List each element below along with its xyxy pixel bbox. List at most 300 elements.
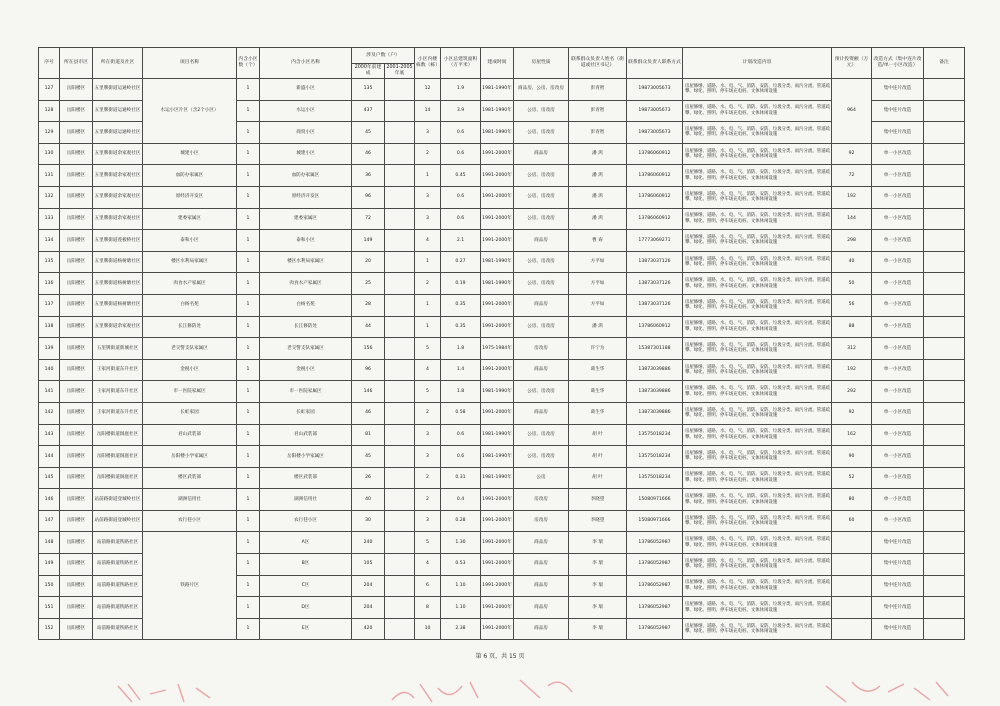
cell-contact: 葛生华 (569, 381, 627, 403)
table-row (39, 165, 965, 187)
cell-note (924, 510, 965, 532)
cell-project: 农行巷小区 (143, 510, 237, 532)
cell-city: 岳阳楼区 (60, 273, 93, 295)
cell-buildings: 6 (415, 575, 441, 597)
cell-street: 站前路街道铁路社区 (93, 554, 143, 576)
cell-households-2000: 146 (352, 381, 385, 403)
cell-count: 1 (237, 100, 260, 122)
cell-year: 1991-2000年 (481, 510, 514, 532)
cell-phone: 13786060912 (627, 165, 683, 187)
cell-buildings: 2 (415, 143, 441, 165)
cell-city: 岳阳楼区 (60, 446, 93, 468)
cell-households-2000: 149 (352, 230, 385, 252)
cell-nature: 公房、房改房 (514, 251, 569, 273)
cell-nature: 商品房 (514, 597, 569, 619)
cell-plan: 房屋修缮、道路、水、电、气、消防、安防、垃圾分类、雨污分流、管道疏攀、绿化、照明、停车场充电桩、文体休闲设施 (683, 251, 832, 273)
cell-year: 1991-2000年 (481, 165, 514, 187)
cell-phone: 13786060912 (627, 208, 683, 230)
header-year: 建成时间 (481, 48, 514, 79)
cell-city: 岳阳楼区 (60, 575, 93, 597)
cell-buildings: 3 (415, 424, 441, 446)
cell-households-2000: 156 (352, 338, 385, 360)
cell-mode: 集中连片改造 (872, 122, 924, 144)
cell-phone: 17773069271 (627, 230, 683, 252)
cell-nature: 公房、房改房 (514, 316, 569, 338)
cell-contact: 曹 孬 (569, 230, 627, 252)
cell-count: 1 (237, 143, 260, 165)
cell-year: 1991-2000年 (481, 618, 514, 640)
cell-community: 长江修防处 (260, 316, 352, 338)
table-row (39, 186, 965, 208)
cell-project: 君山武装部 (143, 424, 237, 446)
cell-households-2000: 45 (352, 122, 385, 144)
cell-mode: 集中连片改造 (872, 554, 924, 576)
cell-households-2001 (385, 230, 415, 252)
cell-mode: 集中连片改造 (872, 79, 924, 101)
cell-households-2001 (385, 532, 415, 554)
cell-phone: 13873039886 (627, 381, 683, 403)
cell-households-2001 (385, 79, 415, 101)
cell-households-2000: 96 (352, 359, 385, 381)
header-contact: 联系群众负责人姓名（街道或社区书记） (569, 48, 627, 79)
cell-mode: 单一小区改造 (872, 316, 924, 338)
cell-community: 白杨名苑 (260, 294, 352, 316)
cell-households-2001 (385, 359, 415, 381)
cell-note (924, 359, 965, 381)
cell-phone: 15080971666 (627, 489, 683, 511)
cell-community: C区 (260, 575, 352, 597)
cell-count: 1 (237, 208, 260, 230)
cell-buildings: 10 (415, 618, 441, 640)
table-row (39, 532, 965, 554)
cell-plan: 房屋修缮、道路、水、电、气、消防、安防、垃圾分类、雨污分流、管道疏攀、绿化、照明、停车场充电桩、文体休闲设施 (683, 402, 832, 424)
cell-nature: 商品房 (514, 575, 569, 597)
cell-year: 1991-2000年 (481, 316, 514, 338)
cell-phone: 15080971666 (627, 510, 683, 532)
cell-invest: 298 (832, 230, 872, 252)
cell-project: 血防办家属区 (143, 165, 237, 187)
cell-mode: 集中连片改造 (872, 597, 924, 619)
cell-households-2001 (385, 186, 415, 208)
cell-households-2001 (385, 294, 415, 316)
cell-households-2000: 81 (352, 424, 385, 446)
cell-area: 0.6 (441, 122, 481, 144)
cell-contact: 方平如 (569, 273, 627, 295)
cell-plan: 房屋修缮、道路、水、电、气、消防、安防、垃圾分类、雨污分流、管道疏攀、绿化、照明、停车场充电桩、文体休闲设施 (683, 122, 832, 144)
cell-phone: 13786060912 (627, 316, 683, 338)
cell-city: 岳阳楼区 (60, 208, 93, 230)
cell-plan: 房屋修缮、道路、水、电、气、消防、安防、垃圾分类、雨污分流、管道疏攀、绿化、照明、停车场充电桩、文体休闲设施 (683, 467, 832, 489)
cell-phone: 13786060912 (627, 186, 683, 208)
cell-project: 老交警支队家属区 (143, 338, 237, 360)
cell-households-2000: 135 (352, 79, 385, 101)
cell-community: E区 (260, 618, 352, 640)
cell-households-2000: 72 (352, 208, 385, 230)
cell-nature: 公房、房改房 (514, 424, 569, 446)
table-row (39, 446, 965, 468)
cell-year: 1991-2000年 (481, 575, 514, 597)
cell-households-2001 (385, 618, 415, 640)
cell-street: 五里牌街道余家观社区 (93, 165, 143, 187)
cell-phone: 13786052987 (627, 575, 683, 597)
header-mode: 改造方式（集中连片改造/单一小区改造） (872, 48, 924, 79)
cell-area: 1.9 (441, 79, 481, 101)
cell-nature: 房改房 (514, 510, 569, 532)
cell-phone: 13873039886 (627, 402, 683, 424)
table-row (39, 402, 965, 424)
cell-plan: 房屋修缮、道路、水、电、气、消防、安防、垃圾分类、雨污分流、管道疏攀、绿化、照明、停车场充电桩、文体休闲设施 (683, 316, 832, 338)
cell-year: 1991-2000年 (481, 186, 514, 208)
cell-buildings: 12 (415, 79, 441, 101)
cell-seq: 147 (39, 510, 60, 532)
cell-community: 楼区水利局家属区 (260, 251, 352, 273)
cell-phone: 13786052987 (627, 554, 683, 576)
cell-contact: 彭青智 (569, 100, 627, 122)
cell-invest (832, 554, 872, 576)
cell-seq: 142 (39, 402, 60, 424)
header-community: 内含小区名称 (260, 48, 352, 79)
renovation-table (38, 47, 965, 640)
cell-seq: 141 (39, 381, 60, 403)
cell-area: 2.1 (441, 230, 481, 252)
cell-invest (832, 532, 872, 554)
cell-city: 岳阳楼区 (60, 618, 93, 640)
cell-households-2000: 25 (352, 273, 385, 295)
cell-community: 城建小区 (260, 143, 352, 165)
cell-buildings: 2 (415, 402, 441, 424)
cell-invest: 92 (832, 402, 872, 424)
cell-area: 1.10 (441, 597, 481, 619)
cell-area: 1.30 (441, 532, 481, 554)
cell-buildings: 4 (415, 554, 441, 576)
cell-count: 1 (237, 554, 260, 576)
cell-community: 老交警支队家属区 (260, 338, 352, 360)
cell-count: 1 (237, 294, 260, 316)
cell-invest (832, 618, 872, 640)
cell-nature: 公房、房改房 (514, 100, 569, 122)
cell-area: 0.6 (441, 424, 481, 446)
cell-area: 1.8 (441, 338, 481, 360)
cell-mode: 单一小区改造 (872, 446, 924, 468)
red-stamp-marks (0, 672, 1000, 706)
cell-buildings: 5 (415, 338, 441, 360)
cell-year: 1991-2000年 (481, 208, 514, 230)
cell-mode: 集中连片改造 (872, 100, 924, 122)
cell-project: 城建小区 (143, 143, 237, 165)
cell-count: 1 (237, 251, 260, 273)
table-row (39, 294, 965, 316)
table-row (39, 510, 965, 532)
cell-project: 长虹家园 (143, 402, 237, 424)
cell-city: 岳阳楼区 (60, 467, 93, 489)
cell-community: 君山武装部 (260, 424, 352, 446)
cell-community: 泰和小区 (260, 230, 352, 252)
cell-city: 岳阳楼区 (60, 100, 93, 122)
table-row (39, 338, 965, 360)
cell-households-2000: 40 (352, 489, 385, 511)
cell-contact: 方平如 (569, 294, 627, 316)
cell-plan: 房屋修缮、道路、水、电、气、消防、安防、垃圾分类、雨污分流、管道疏攀、绿化、照明、停车场充电桩、文体休闲设施 (683, 532, 832, 554)
cell-community: 新盛小区 (260, 79, 352, 101)
cell-count: 1 (237, 597, 260, 619)
cell-plan: 房屋修缮、道路、水、电、气、消防、安防、垃圾分类、雨污分流、管道疏攀、绿化、照明、停车场充电桩、文体休闲设施 (683, 554, 832, 576)
cell-contact: 葛生华 (569, 359, 627, 381)
cell-contact: 李晓望 (569, 489, 627, 511)
cell-plan: 房屋修缮、道路、水、电、气、消防、安防、垃圾分类、雨污分流、管道疏攀、绿化、照明、停车场充电桩、文体休闲设施 (683, 100, 832, 122)
header-street: 所在街道及社区 (93, 48, 143, 79)
cell-seq: 150 (39, 575, 60, 597)
cell-note (924, 467, 965, 489)
cell-year: 1991-2000年 (481, 554, 514, 576)
cell-city: 岳阳楼区 (60, 79, 93, 101)
cell-households-2000: 44 (352, 316, 385, 338)
cell-note (924, 316, 965, 338)
cell-phone: 13575018234 (627, 467, 683, 489)
cell-seq: 133 (39, 208, 60, 230)
cell-seq: 149 (39, 554, 60, 576)
cell-phone: 13873039886 (627, 359, 683, 381)
cell-contact: 胡 叶 (569, 424, 627, 446)
cell-area: 0.19 (441, 273, 481, 295)
header-city: 所在县市区 (60, 48, 93, 79)
cell-nature: 房改房 (514, 338, 569, 360)
cell-street: 站前路街道铁路社区 (93, 618, 143, 640)
cell-year: 1981-1990年 (481, 467, 514, 489)
cell-households-2000: 36 (352, 165, 385, 187)
cell-households-2000: 26 (352, 467, 385, 489)
cell-phone: 19873005673 (627, 122, 683, 144)
cell-street: 五里牌街道运通岭社区 (93, 122, 143, 144)
cell-project: 市一医院家属区 (143, 381, 237, 403)
header-count: 内含小区数（个） (237, 48, 260, 79)
cell-contact: 李 瑞 (569, 618, 627, 640)
cell-nature: 商品房 (514, 359, 569, 381)
cell-households-2001 (385, 467, 415, 489)
cell-community: 肉食水产家属区 (260, 273, 352, 295)
header-nature: 房屋性质 (514, 48, 569, 79)
cell-area: 3.9 (441, 100, 481, 122)
cell-count: 1 (237, 186, 260, 208)
cell-plan: 房屋修缮、道路、水、电、气、消防、安防、垃圾分类、雨污分流、管道疏攀、绿化、照明、停车场充电桩、文体休闲设施 (683, 359, 832, 381)
cell-count: 1 (237, 510, 260, 532)
cell-seq: 134 (39, 230, 60, 252)
cell-project-merged: 水运小区片区（含2个小区） (143, 79, 237, 144)
cell-community: 市一医院家属区 (260, 381, 352, 403)
cell-seq: 140 (39, 359, 60, 381)
cell-year: 1981-1990年 (481, 446, 514, 468)
cell-area: 0.53 (441, 554, 481, 576)
cell-street: 王家河街道东升社区 (93, 381, 143, 403)
cell-area: 0.35 (441, 294, 481, 316)
cell-project: 建委家属区 (143, 208, 237, 230)
cell-mode: 集中连片改造 (872, 532, 924, 554)
cell-buildings: 2 (415, 489, 441, 511)
cell-project: 泰和小区 (143, 230, 237, 252)
cell-count: 1 (237, 489, 260, 511)
cell-year: 1981-1990年 (481, 251, 514, 273)
table-row (39, 424, 965, 446)
cell-plan: 房屋修缮、道路、水、电、气、消防、安防、垃圾分类、雨污分流、管道疏攀、绿化、照明、停车场充电桩、文体休闲设施 (683, 294, 832, 316)
cell-street: 站前路街道铁路社区 (93, 575, 143, 597)
cell-households-2001 (385, 165, 415, 187)
cell-seq: 148 (39, 532, 60, 554)
cell-nature: 商品房、公房、房改房 (514, 79, 569, 101)
cell-area: 0.35 (441, 316, 481, 338)
cell-contact: 李 瑞 (569, 532, 627, 554)
header-plan: 计划改造内容 (683, 48, 832, 79)
cell-count: 1 (237, 618, 260, 640)
cell-households-2000: 105 (352, 554, 385, 576)
cell-contact: 潘 鸿 (569, 143, 627, 165)
cell-phone: 13575018234 (627, 424, 683, 446)
header-seq: 序号 (39, 48, 60, 79)
cell-phone: 13575018234 (627, 446, 683, 468)
cell-seq: 138 (39, 316, 60, 338)
cell-seq: 127 (39, 79, 60, 101)
cell-households-2000: 204 (352, 575, 385, 597)
cell-plan: 房屋修缮、道路、水、电、气、消防、安防、垃圾分类、雨污分流、管道疏攀、绿化、照明、停车场充电桩、文体休闲设施 (683, 597, 832, 619)
cell-buildings: 4 (415, 230, 441, 252)
cell-mode: 单一小区改造 (872, 424, 924, 446)
table-row (39, 489, 965, 511)
header-area: 小区总建筑面积（万平米） (441, 48, 481, 79)
cell-households-2001 (385, 510, 415, 532)
cell-households-2001 (385, 100, 415, 122)
cell-invest: 162 (832, 424, 872, 446)
cell-community: 血防办家属区 (260, 165, 352, 187)
cell-mode: 单一小区改造 (872, 165, 924, 187)
cell-count: 1 (237, 575, 260, 597)
cell-year: 1981-1990年 (481, 424, 514, 446)
cell-city: 岳阳楼区 (60, 381, 93, 403)
cell-invest: 192 (832, 359, 872, 381)
cell-area: 2.38 (441, 618, 481, 640)
cell-year: 1981-1990年 (481, 273, 514, 295)
cell-mode: 单一小区改造 (872, 143, 924, 165)
cell-invest: 92 (832, 143, 872, 165)
cell-households-2001 (385, 446, 415, 468)
cell-households-2001 (385, 338, 415, 360)
cell-note (924, 575, 965, 597)
cell-invest: 56 (832, 294, 872, 316)
cell-note (924, 100, 965, 122)
cell-project: 肉食水产家属区 (143, 273, 237, 295)
cell-plan: 房屋修缮、道路、水、电、气、消防、安防、垃圾分类、雨污分流、管道疏攀、绿化、照明、停车场充电桩、文体休闲设施 (683, 273, 832, 295)
cell-project: 金税小区 (143, 359, 237, 381)
cell-area: 0.27 (441, 251, 481, 273)
cell-buildings: 3 (415, 446, 441, 468)
cell-project: 岳阳楼小学家属区 (143, 446, 237, 468)
cell-invest: 60 (832, 510, 872, 532)
cell-community: 楼区武装部 (260, 467, 352, 489)
cell-nature: 商品房 (514, 618, 569, 640)
cell-note (924, 165, 965, 187)
cell-seq: 146 (39, 489, 60, 511)
cell-count: 1 (237, 79, 260, 101)
cell-count: 1 (237, 424, 260, 446)
cell-households-2000: 45 (352, 446, 385, 468)
cell-project: 长江修防处 (143, 316, 237, 338)
cell-city: 岳阳楼区 (60, 165, 93, 187)
cell-invest: 72 (832, 165, 872, 187)
cell-seq: 137 (39, 294, 60, 316)
header-phone: 联系群众负责人联系方式 (627, 48, 683, 79)
table-row (39, 79, 965, 101)
cell-project: 楼区武装部 (143, 467, 237, 489)
cell-invest: 144 (832, 208, 872, 230)
cell-invest: 88 (832, 316, 872, 338)
cell-city: 岳阳楼区 (60, 230, 93, 252)
header-hh-2000: 2000年前建成 (352, 64, 385, 79)
cell-contact: 许宁为 (569, 338, 627, 360)
cell-households-2001 (385, 597, 415, 619)
cell-note (924, 489, 965, 511)
cell-street: 五里牌街道余家观社区 (93, 143, 143, 165)
cell-invest: 40 (832, 251, 872, 273)
cell-buildings: 1 (415, 165, 441, 187)
page-number: 第 6 页，共 15 页 (475, 653, 525, 660)
cell-area: 0.58 (441, 402, 481, 424)
cell-seq: 151 (39, 597, 60, 619)
cell-buildings: 1 (415, 251, 441, 273)
cell-households-2001 (385, 122, 415, 144)
cell-buildings: 1 (415, 316, 441, 338)
cell-contact: 潘 鸿 (569, 186, 627, 208)
cell-households-2001 (385, 316, 415, 338)
cell-households-2001 (385, 251, 415, 273)
cell-mode: 集中连片改造 (872, 575, 924, 597)
cell-mode: 单一小区改造 (872, 381, 924, 403)
cell-street: 五里牌街道杨树塘社区 (93, 273, 143, 295)
cell-buildings: 3 (415, 208, 441, 230)
cell-nature: 公房、房改房 (514, 165, 569, 187)
cell-seq: 130 (39, 143, 60, 165)
cell-households-2001 (385, 273, 415, 295)
cell-buildings: 3 (415, 186, 441, 208)
cell-note (924, 338, 965, 360)
cell-invest: 292 (832, 381, 872, 403)
cell-contact: 彭青智 (569, 122, 627, 144)
cell-mode: 单一小区改造 (872, 294, 924, 316)
cell-city: 岳阳楼区 (60, 251, 93, 273)
cell-year: 1981-1990年 (481, 79, 514, 101)
cell-invest: 80 (832, 489, 872, 511)
cell-note (924, 79, 965, 101)
cell-year: 1981-1990年 (481, 381, 514, 403)
cell-plan: 房屋修缮、道路、水、电、气、消防、安防、垃圾分类、雨污分流、管道疏攀、绿化、照明、停车场充电桩、文体休闲设施 (683, 489, 832, 511)
cell-community: A区 (260, 532, 352, 554)
cell-households-2001 (385, 381, 415, 403)
cell-households-2000: 204 (352, 597, 385, 619)
cell-note (924, 424, 965, 446)
cell-nature: 公房、房改房 (514, 381, 569, 403)
cell-contact: 方平如 (569, 251, 627, 273)
cell-city: 岳阳楼区 (60, 338, 93, 360)
cell-count: 1 (237, 338, 260, 360)
cell-nature: 商品房 (514, 294, 569, 316)
cell-mode: 单一小区改造 (872, 208, 924, 230)
cell-mode: 单一小区改造 (872, 186, 924, 208)
cell-plan: 房屋修缮、道路、水、电、气、消防、安防、垃圾分类、雨污分流、管道疏攀、绿化、照明、停车场充电桩、文体休闲设施 (683, 143, 832, 165)
cell-buildings: 8 (415, 597, 441, 619)
cell-street: 岳阳楼街道洞庭社区 (93, 424, 143, 446)
cell-contact: 潘 鸿 (569, 316, 627, 338)
cell-buildings: 3 (415, 122, 441, 144)
cell-street: 站前路街道铁路社区 (93, 532, 143, 554)
cell-area: 1.4 (441, 359, 481, 381)
cell-note (924, 208, 965, 230)
cell-mode: 单一小区改造 (872, 489, 924, 511)
